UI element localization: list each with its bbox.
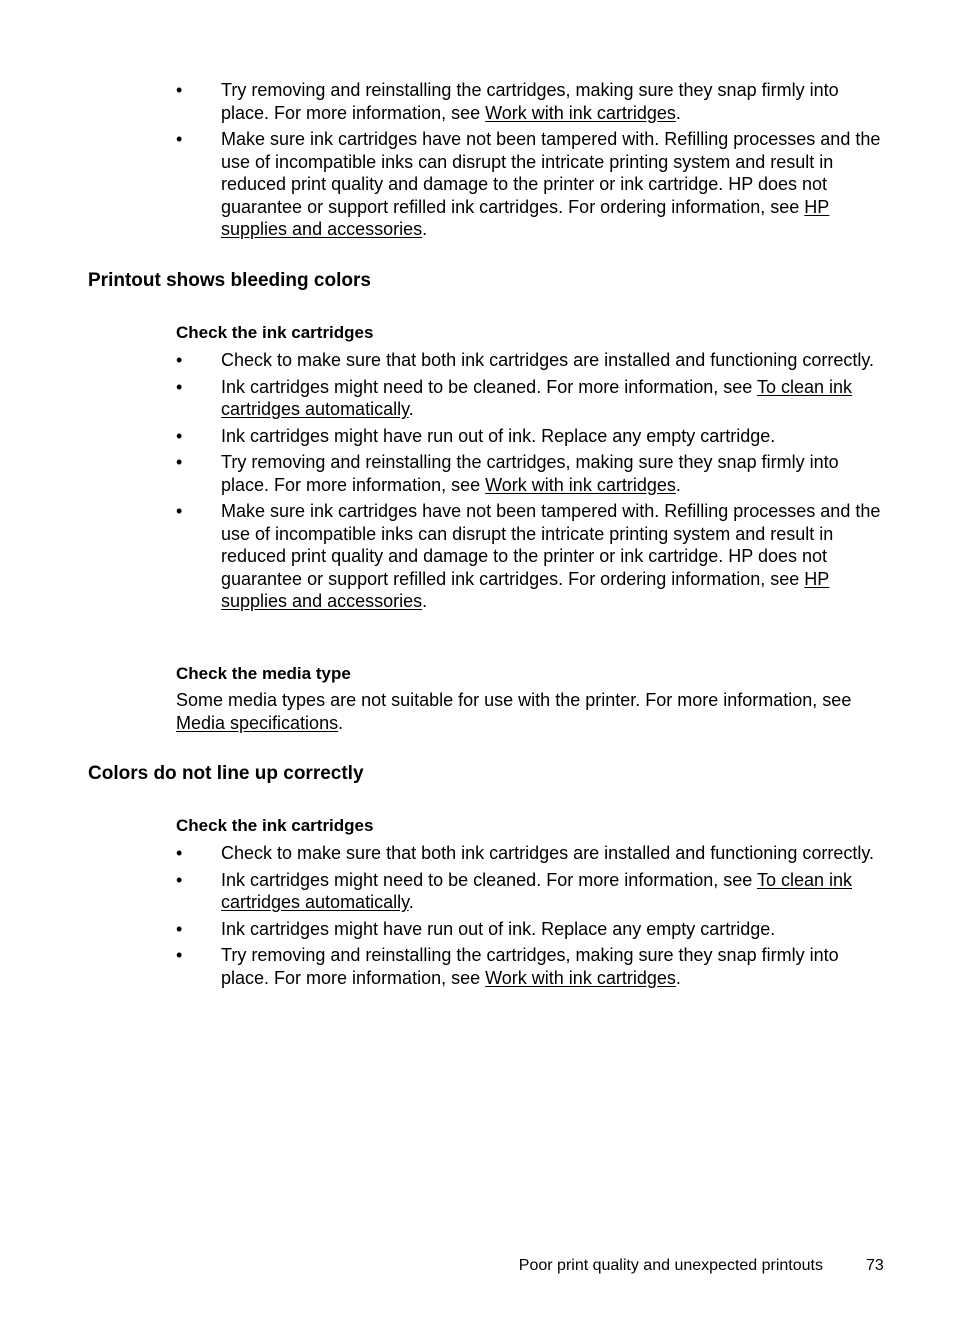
bullet: • [176, 501, 183, 521]
section-heading-bleeding-colors: Printout shows bleeding colors [88, 270, 371, 291]
link-clean-ink-cartridges[interactable]: To clean ink cartridges automatically [221, 376, 853, 419]
media-type-paragraph [176, 689, 886, 734]
bullet: • [176, 350, 183, 370]
list-item [176, 349, 886, 372]
bullet: • [176, 452, 183, 472]
list-item [176, 451, 886, 496]
subheading-check-ink-cartridges: Check the ink cartridges [176, 323, 374, 342]
bullet: • [176, 945, 183, 965]
list-item [176, 425, 886, 448]
bullet: • [176, 918, 183, 939]
link-hp-supplies[interactable]: HP supplies and accessories [221, 568, 830, 611]
bullet: • [176, 869, 183, 890]
bullet: • [176, 129, 183, 149]
section-heading-colors-not-lined-up: Colors do not line up correctly [88, 763, 364, 784]
item-after: . [675, 102, 681, 123]
list-item [176, 376, 886, 421]
item-after: . [422, 591, 428, 611]
item-text: Ink cartridges might have run out of ink. Replace any empty cartridge. [221, 425, 776, 446]
item-after: . [675, 474, 681, 495]
list-item [176, 842, 886, 865]
item-text: Try removing and reinstalling the cartridges, making sure they snap firmly into place. For more information, see [221, 945, 839, 988]
item-after: . [422, 219, 428, 239]
item-text: Make sure ink cartridges have not been tampered with. Refilling processes and the use of incompatible inks can disrupt the intricate printing system and result in reduced print quality and damage to the printer or ink cartridge. HP does not guarantee or support refilled ink cartridges. For ordering information, see [221, 129, 881, 217]
page-number: 73 [866, 1257, 884, 1274]
link-work-with-ink-cartridges[interactable]: Work with ink cartridges [485, 102, 676, 123]
footer-chapter-title: Poor print quality and unexpected printouts [518, 1257, 823, 1274]
subheading-check-ink-cartridges: Check the ink cartridges [176, 816, 374, 835]
bullet: • [176, 425, 183, 446]
item-text: Ink cartridges might need to be cleaned. For more information, see [221, 376, 757, 397]
bullet: • [176, 80, 183, 100]
item-text: Check to make sure that both ink cartridges are installed and functioning correctly. [221, 350, 875, 370]
list-item [176, 944, 886, 989]
item-text: Ink cartridges might have run out of ink. Replace any empty cartridge. [221, 918, 776, 939]
list-item [176, 79, 886, 124]
link-work-with-ink-cartridges[interactable]: Work with ink cartridges [485, 474, 676, 495]
link-media-specifications[interactable]: Media specifications [176, 712, 339, 733]
item-text: Make sure ink cartridges have not been tampered with. Refilling processes and the use of incompatible inks can disrupt the intricate printing system and result in reduced print quality and damage to the printer or ink cartridge. HP does not guarantee or support refilled ink cartridges. For ordering information, see [221, 501, 881, 589]
link-clean-ink-cartridges[interactable]: To clean ink cartridges automatically [221, 869, 853, 912]
subheading-check-media-type: Check the media type [176, 664, 351, 683]
list-item [176, 918, 886, 941]
bleeding-colors-list [176, 349, 886, 617]
bullet: • [176, 843, 183, 863]
colors-line-up-list [176, 842, 886, 993]
item-text: Check to make sure that both ink cartridges are installed and functioning correctly. [221, 843, 875, 863]
top-bullet-list [176, 79, 886, 245]
bullet: • [176, 376, 183, 397]
link-work-with-ink-cartridges[interactable]: Work with ink cartridges [485, 967, 676, 988]
item-after: . [675, 967, 681, 988]
item-text: Try removing and reinstalling the cartridges, making sure they snap firmly into place. For more information, see [221, 80, 839, 123]
item-after: . [408, 892, 414, 912]
link-hp-supplies[interactable]: HP supplies and accessories [221, 196, 830, 239]
item-text: Ink cartridges might need to be cleaned. For more information, see [221, 869, 757, 890]
item-text: Try removing and reinstalling the cartridges, making sure they snap firmly into place. For more information, see [221, 452, 839, 495]
item-after: . [408, 399, 414, 419]
list-item [176, 128, 886, 241]
list-item [176, 869, 886, 914]
list-item [176, 500, 886, 613]
paragraph-text: Some media types are not suitable for use with the printer. For more information, see [176, 690, 852, 710]
paragraph-after: . [338, 712, 344, 733]
